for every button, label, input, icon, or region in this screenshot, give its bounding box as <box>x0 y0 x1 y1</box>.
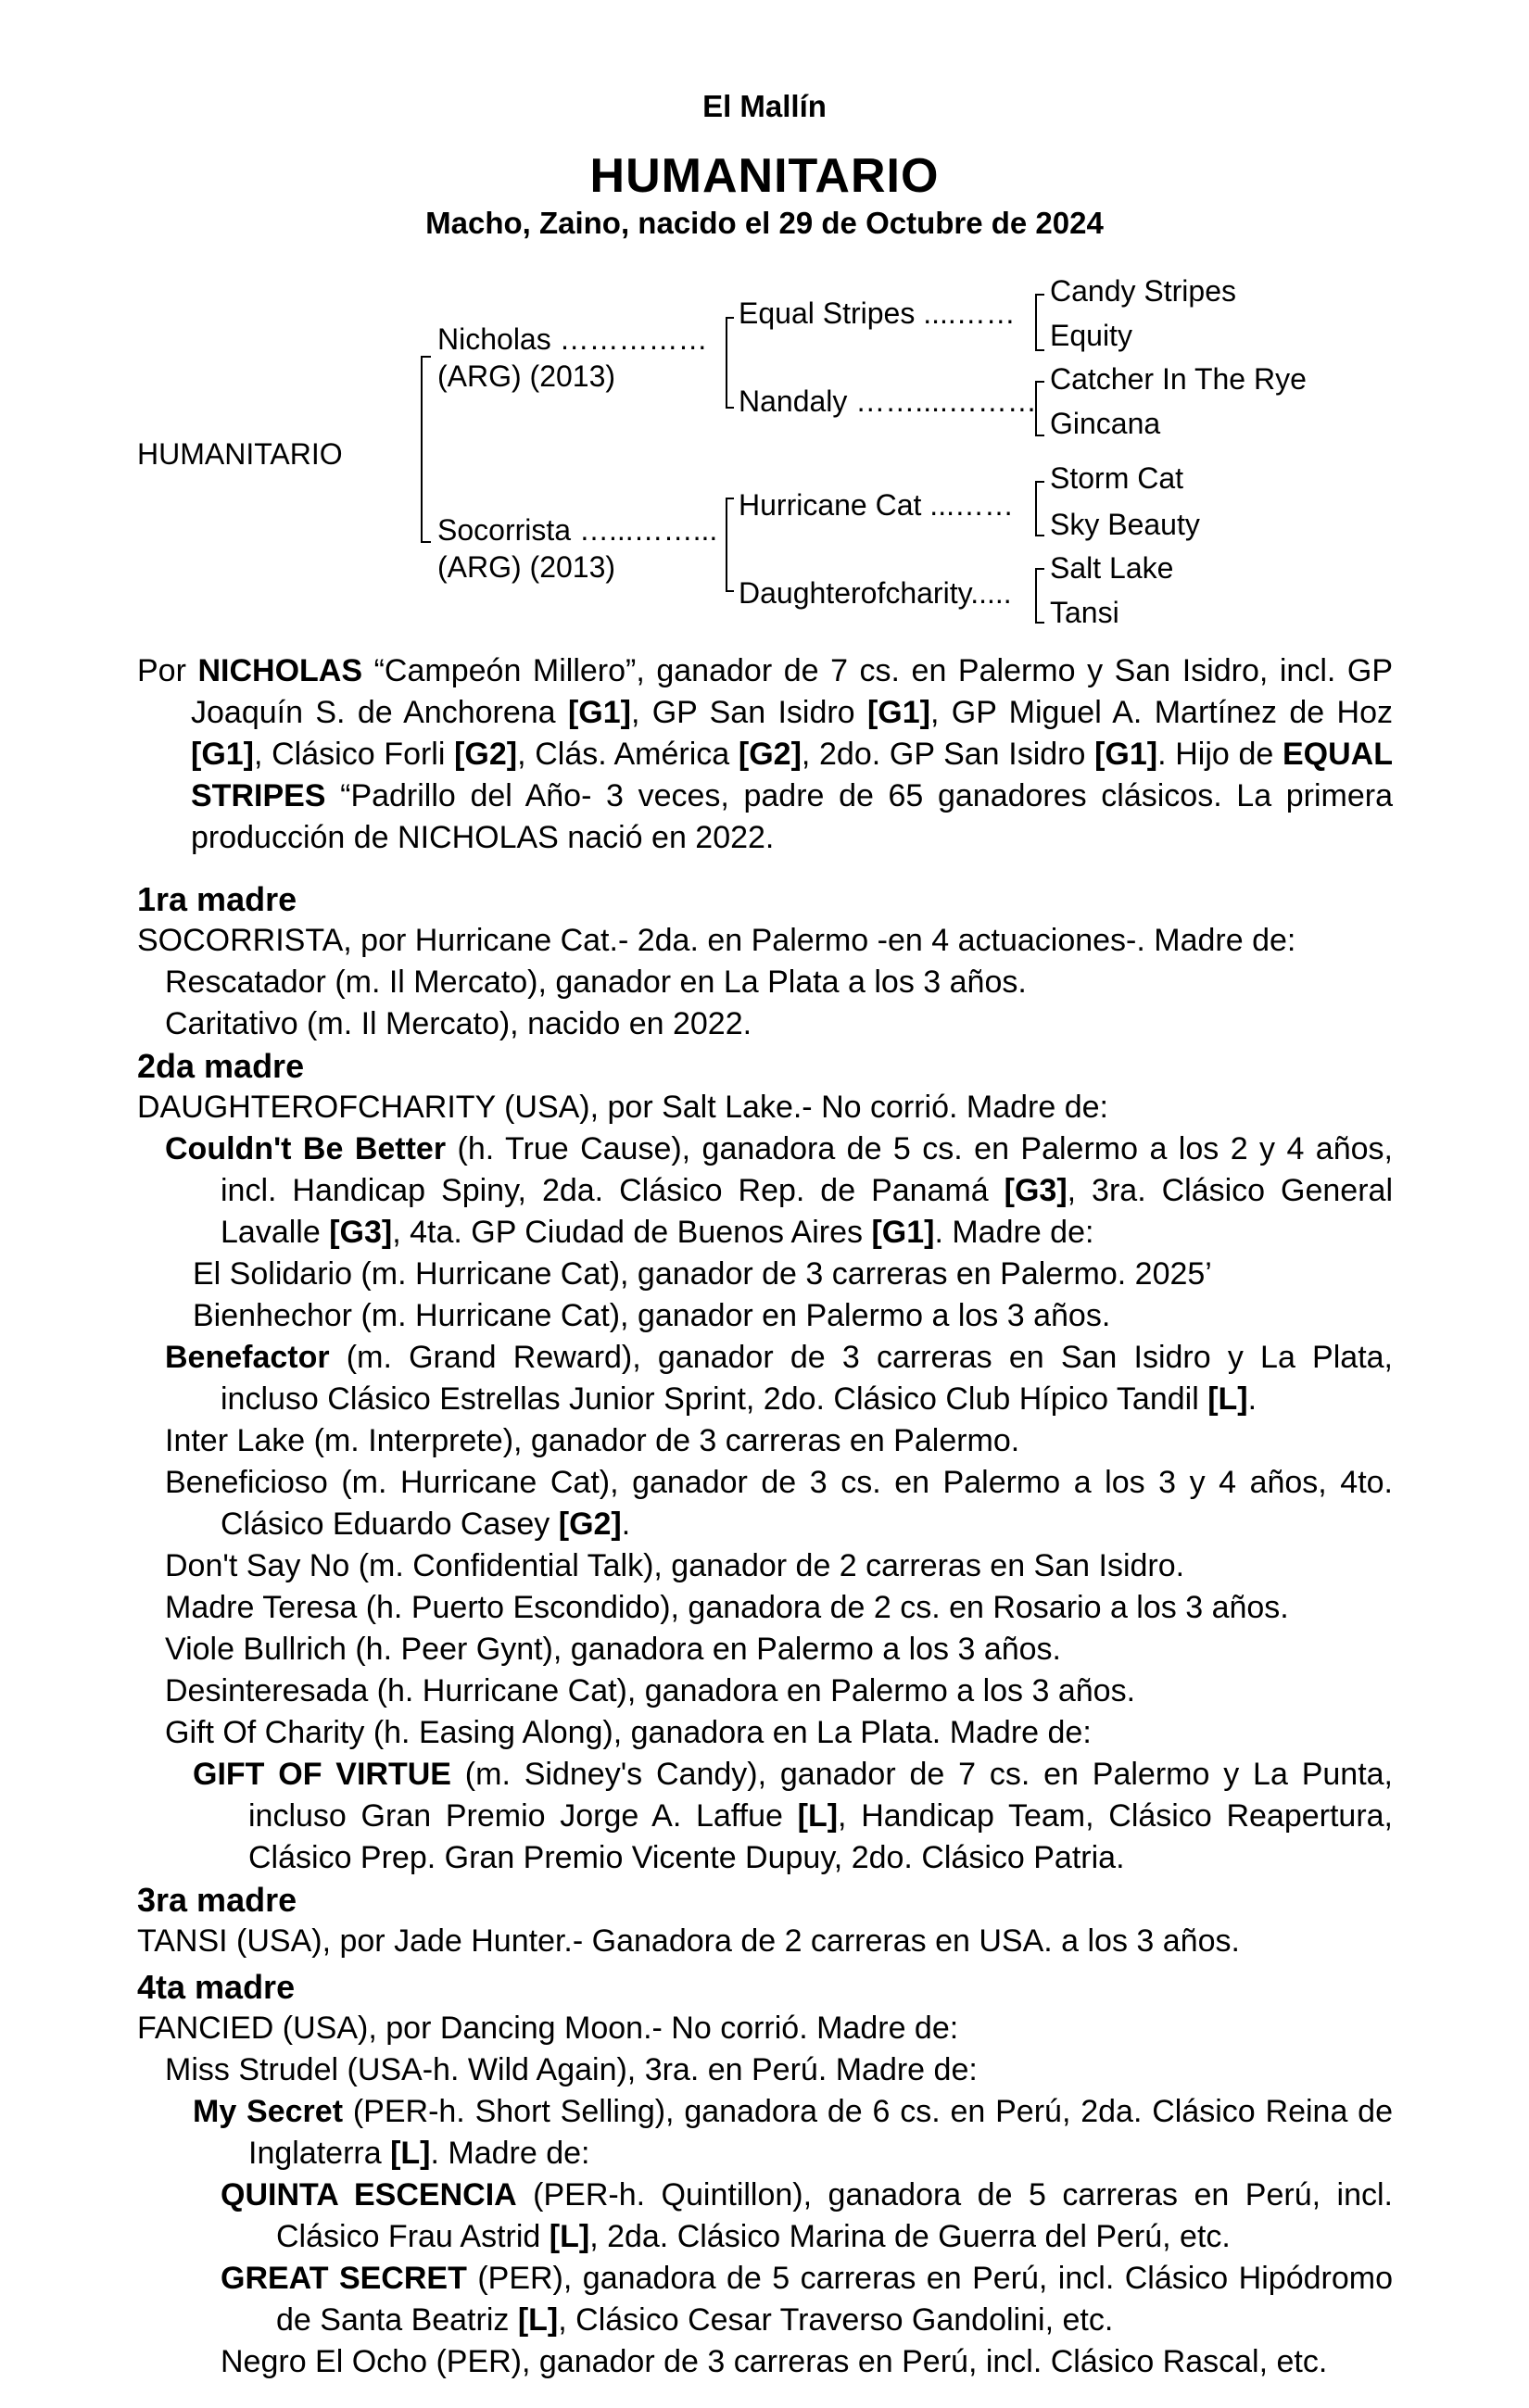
bracket-dam <box>727 498 734 591</box>
bracket-gg-4 <box>1036 569 1044 623</box>
offspring-entry: My Secret (PER-h. Short Selling), ganadora de 6 cs. en Perú, 2da. Clásico Reina de Inglaterra [L]. Madre de: <box>193 2094 1393 2171</box>
sire-text: , GP Miguel A. Martínez de Hoz <box>929 695 1393 730</box>
offspring-name: Benefactor <box>165 1340 330 1375</box>
family-section <box>137 878 1393 2383</box>
pedigree-sire-name: Nicholas …………… <box>437 322 708 356</box>
horse-title: HUMANITARIO <box>589 149 940 203</box>
pedigree-gg-2: Equity <box>1050 319 1132 352</box>
sire-text: , Clásico Forli <box>254 737 455 772</box>
pedigree-gg-1: Candy Stripes <box>1050 274 1236 308</box>
bracket-sire <box>727 318 734 408</box>
grandsire-name: EQUAL STRIPES <box>191 737 1393 813</box>
grade-badge: [G3] <box>1004 1173 1068 1208</box>
offspring-entry: GREAT SECRET (PER), ganadora de 5 carreras en Perú, incl. Clásico Hipódromo de Santa Beatriz [L], Clásico Cesar Traverso Gandolini, etc. <box>221 2261 1393 2338</box>
offspring-entry: QUINTA ESCENCIA (PER-h. Quintillon), ganadora de 5 carreras en Perú, incl. Clásico Frau Astrid [L], 2da. Clásico Marina de Guerra del Perú, etc. <box>221 2177 1393 2254</box>
pedigree-gg-5: Storm Cat <box>1050 461 1184 495</box>
horse-subtitle: Macho, Zaino, nacido el 29 de Octubre de 2024 <box>425 206 1104 240</box>
offspring-line: Negro El Ocho (PER), ganador de 3 carreras en Perú, incl. Clásico Rascal, etc. <box>221 2344 1328 2379</box>
bracket-gg-3 <box>1036 482 1044 536</box>
offspring-name: My Secret <box>193 2094 344 2129</box>
offspring-line: Don't Say No (m. Confidential Talk), ganador de 2 carreras en San Isidro. <box>165 1548 1185 1583</box>
grade-badge: [L] <box>390 2136 431 2171</box>
grade-badge: [G1] <box>191 737 254 772</box>
pedigree-dam-name: Socorrista …...……... <box>437 513 718 547</box>
offspring-line: El Solidario (m. Hurricane Cat), ganador de 3 carreras en Palermo. 2025’ <box>193 1256 1212 1292</box>
pedigree-sire-origin: (ARG) (2013) <box>437 359 616 393</box>
sire-name: NICHOLAS <box>197 653 363 688</box>
offspring-line: Gift Of Charity (h. Easing Along), ganadora en La Plata. Madre de: <box>165 1715 1092 1750</box>
bracket-gg-1 <box>1036 295 1044 350</box>
grade-badge: [G1] <box>1094 737 1158 772</box>
first-dam-heading: 1ra madre <box>137 880 297 918</box>
sire-text: , Clás. América <box>517 737 739 772</box>
sire-text: “Padrillo del Año- 3 veces, padre de 65 ganadores clásicos. La primera producción de NICHOLAS nació en 2022. <box>191 778 1393 855</box>
grade-badge: [L] <box>549 2219 590 2254</box>
haras-name: El Mallín <box>702 89 827 123</box>
second-dam-intro: DAUGHTEROFCHARITY (USA), por Salt Lake.- No corrió. Madre de: <box>137 1090 1108 1125</box>
grade-badge: [G2] <box>738 737 802 772</box>
grade-badge: [L] <box>797 1798 839 1834</box>
offspring-entry: Benefactor (m. Grand Reward), ganador de 3 carreras en San Isidro y La Plata, incluso Clásico Estrellas Junior Sprint, 2do. Clásico Club Hípico Tandil [L]. <box>165 1340 1393 1417</box>
grade-badge: [G2] <box>558 1507 622 1542</box>
grade-badge: [G2] <box>454 737 518 772</box>
second-dam-heading: 2da madre <box>137 1047 305 1085</box>
bracket-gg-2 <box>1036 382 1044 435</box>
pedigree-dam-sire: Hurricane Cat ...…… <box>739 488 1014 522</box>
offspring-line: Desinteresada (h. Hurricane Cat), ganadora en Palermo a los 3 años. <box>165 1673 1136 1708</box>
sire-text: , GP San Isidro <box>630 695 867 730</box>
offspring-line: Inter Lake (m. Interprete), ganador de 3 carreras en Palermo. <box>165 1423 1020 1458</box>
first-dam-intro: SOCORRISTA, por Hurricane Cat.- 2da. en Palermo -en 4 actuaciones-. Madre de: <box>137 923 1296 958</box>
sire-text: , 2do. GP San Isidro <box>801 737 1095 772</box>
offspring-line: Caritativo (m. Il Mercato), nacido en 2022. <box>165 1006 752 1041</box>
offspring-line: Bienhechor (m. Hurricane Cat), ganador en Palermo a los 3 años. <box>193 1298 1111 1333</box>
bracket-subject <box>422 357 431 542</box>
sire-text: “Campeón Millero”, ganador de 7 cs. en Palermo y San Isidro, incl. GP Joaquín S. de Anchorena <box>191 653 1394 730</box>
offspring-line: Viole Bullrich (h. Peer Gynt), ganadora en Palermo a los 3 años. <box>165 1632 1062 1667</box>
grade-badge: [L] <box>517 2302 559 2338</box>
offspring-name: QUINTA ESCENCIA <box>221 2177 517 2213</box>
offspring-name: Couldn't Be Better <box>165 1131 447 1166</box>
grade-badge: [G3] <box>329 1215 393 1250</box>
offspring-line: Madre Teresa (h. Puerto Escondido), ganadora de 2 cs. en Rosario a los 3 años. <box>165 1590 1289 1625</box>
grade-badge: [L] <box>1207 1381 1248 1417</box>
sire-text: . Hijo de <box>1157 737 1283 772</box>
grade-badge: [G1] <box>567 695 631 730</box>
pedigree-gg-7: Salt Lake <box>1050 551 1174 585</box>
sire-prefix: Por <box>137 653 198 688</box>
offspring-name: GREAT SECRET <box>221 2261 467 2296</box>
offspring-name: GIFT OF VIRTUE <box>193 1757 451 1792</box>
pedigree-gg-4: Gincana <box>1050 407 1161 440</box>
grade-badge: [G1] <box>866 695 930 730</box>
pedigree-dam-origin: (ARG) (2013) <box>437 550 616 584</box>
fourth-dam-intro: FANCIED (USA), por Dancing Moon.- No corrió. Madre de: <box>137 2011 959 2046</box>
pedigree-gg-6: Sky Beauty <box>1050 508 1200 541</box>
fourth-dam-heading: 4ta madre <box>137 1968 296 2006</box>
offspring-line: Miss Strudel (USA-h. Wild Again), 3ra. en Perú. Madre de: <box>165 2052 978 2087</box>
pedigree-gg-3: Catcher In The Rye <box>1050 362 1307 396</box>
grade-badge: [G1] <box>871 1215 935 1250</box>
pedigree-sire-dam: Nandaly ……....……… <box>739 385 1037 418</box>
sire-paragraph <box>137 650 1393 859</box>
pedigree-dam-dam: Daughterofcharity..... <box>739 576 1012 610</box>
offspring-line: Rescatador (m. Il Mercato), ganador en La Plata a los 3 años. <box>165 964 1027 1000</box>
pedigree-sire-sire: Equal Stripes ....…… <box>739 296 1016 330</box>
third-dam-intro: TANSI (USA), por Jade Hunter.- Ganadora de 2 carreras en USA. a los 3 años. <box>137 1923 1240 1959</box>
pedigree-subject: HUMANITARIO <box>137 437 343 471</box>
third-dam-heading: 3ra madre <box>137 1881 297 1919</box>
pedigree-gg-8: Tansi <box>1050 596 1119 629</box>
offspring-entry: Beneficioso (m. Hurricane Cat), ganador de 3 cs. en Palermo a los 3 y 4 años, 4to. Clásico Eduardo Casey [G2]. <box>165 1465 1393 1542</box>
offspring-entry: Couldn't Be Better (h. True Cause), ganadora de 5 cs. en Palermo a los 2 y 4 años, incl. Handicap Spiny, 2da. Clásico Rep. de Panamá [G3], 3ra. Clásico General Lavalle [G3], 4ta. GP Ciudad de Buenos Aires [G1]. Madre de: <box>165 1131 1393 1250</box>
offspring-entry: GIFT OF VIRTUE (m. Sidney's Candy), ganador de 7 cs. en Palermo y La Punta, incluso Gran Premio Jorge A. Laffue [L], Handicap Team, Clásico Reapertura, Clásico Prep. Gran Premio Vicente Dupuy, 2do. Clásico Patria. <box>193 1757 1394 1875</box>
